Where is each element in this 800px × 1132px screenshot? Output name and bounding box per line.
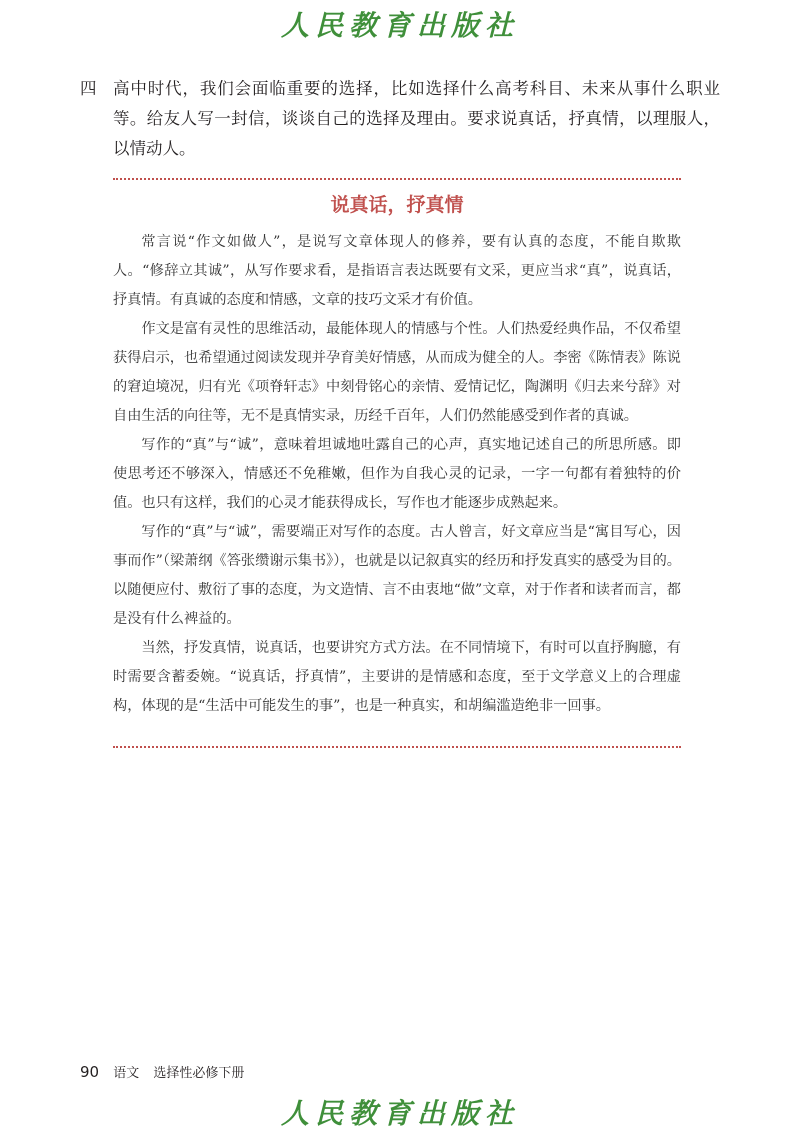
box-paragraph: 作文是富有灵性的思维活动，最能体现人的情感与个性。人们热爱经典作品，不仅希望获得启示，也希望通过阅读发现并孕育美好情感，从而成为健全的人。李密《陈情表》陈说的窘迫境况，归有光《项脊轩志》中刻骨铭心的亲情、爱情记忆，陶渊明《归去来兮辞》对自由生活的向往等，无不是真情实录，历经千百年，人们仍然能感受到作者的真诚。 (113, 321, 681, 424)
page-footer (80, 1062, 244, 1081)
box-divider-top (113, 178, 681, 180)
exercise-item (80, 74, 720, 164)
box-title: 说真话，抒真情 (330, 194, 464, 216)
box-paragraph: 写作的“真”与“诚”，意味着坦诚地吐露自己的心声，真实地记述自己的所思所感。即使思考还不够深入，情感还不免稚嫩，但作为自我心灵的记录，一字一句都有着独特的价值。也只有这样，我们的心灵才能获得成长，写作也才能逐步成熟起来。 (113, 437, 681, 511)
subject-label: 语文 (113, 1066, 140, 1081)
box-divider-bottom (113, 746, 681, 748)
publisher-logo-top: 人民教育出版社 (280, 9, 519, 42)
exercise-text: 高中时代，我们会面临重要的选择，比如选择什么高考科目、未来从事什么职业等。给友人写一封信，谈谈自己的选择及理由。要求说真话，抒真情，以理服人，以情动人。 (113, 79, 720, 158)
exercise-number: 四 (80, 79, 97, 98)
box-paragraph: 常言说“作文如做人”，是说写文章体现人的修养，要有认真的态度，不能自欺欺人。“修辞立其诚”，从写作要求看，是指语言表达既要有文采，更应当求“真”，说真话，抒真情。有真诚的态度和情感，文章的技巧文采才有价值。 (113, 234, 681, 308)
box-body (113, 228, 681, 721)
box-paragraph: 当然，抒发真情，说真话，也要讲究方式方法。在不同情境下，有时可以直抒胸臆，有时需要含蓄委婉。“说真话，抒真情”，主要讲的是情感和态度，至于文学意义上的合理虚构，体现的是“生活中可能发生的事”，也是一种真实，和胡编滥造绝非一回事。 (113, 640, 681, 714)
publisher-logo-bottom: 人民教育出版社 (280, 1097, 519, 1130)
page-number: 90 (80, 1063, 100, 1081)
book-title: 选择性必修下册 (153, 1066, 245, 1081)
box-paragraph: 写作的“真”与“诚”，需要端正对写作的态度。古人曾言，好文章应当是“寓目写心，因事而作”（梁萧纲《答张缵谢示集书》），也就是以记叙真实的经历和抒发真实的感受为目的。以随便应付、敷衍了事的态度，为文造情、言不由衷地“做”文章，对于作者和读者而言，都是没有什么裨益的。 (113, 524, 681, 627)
